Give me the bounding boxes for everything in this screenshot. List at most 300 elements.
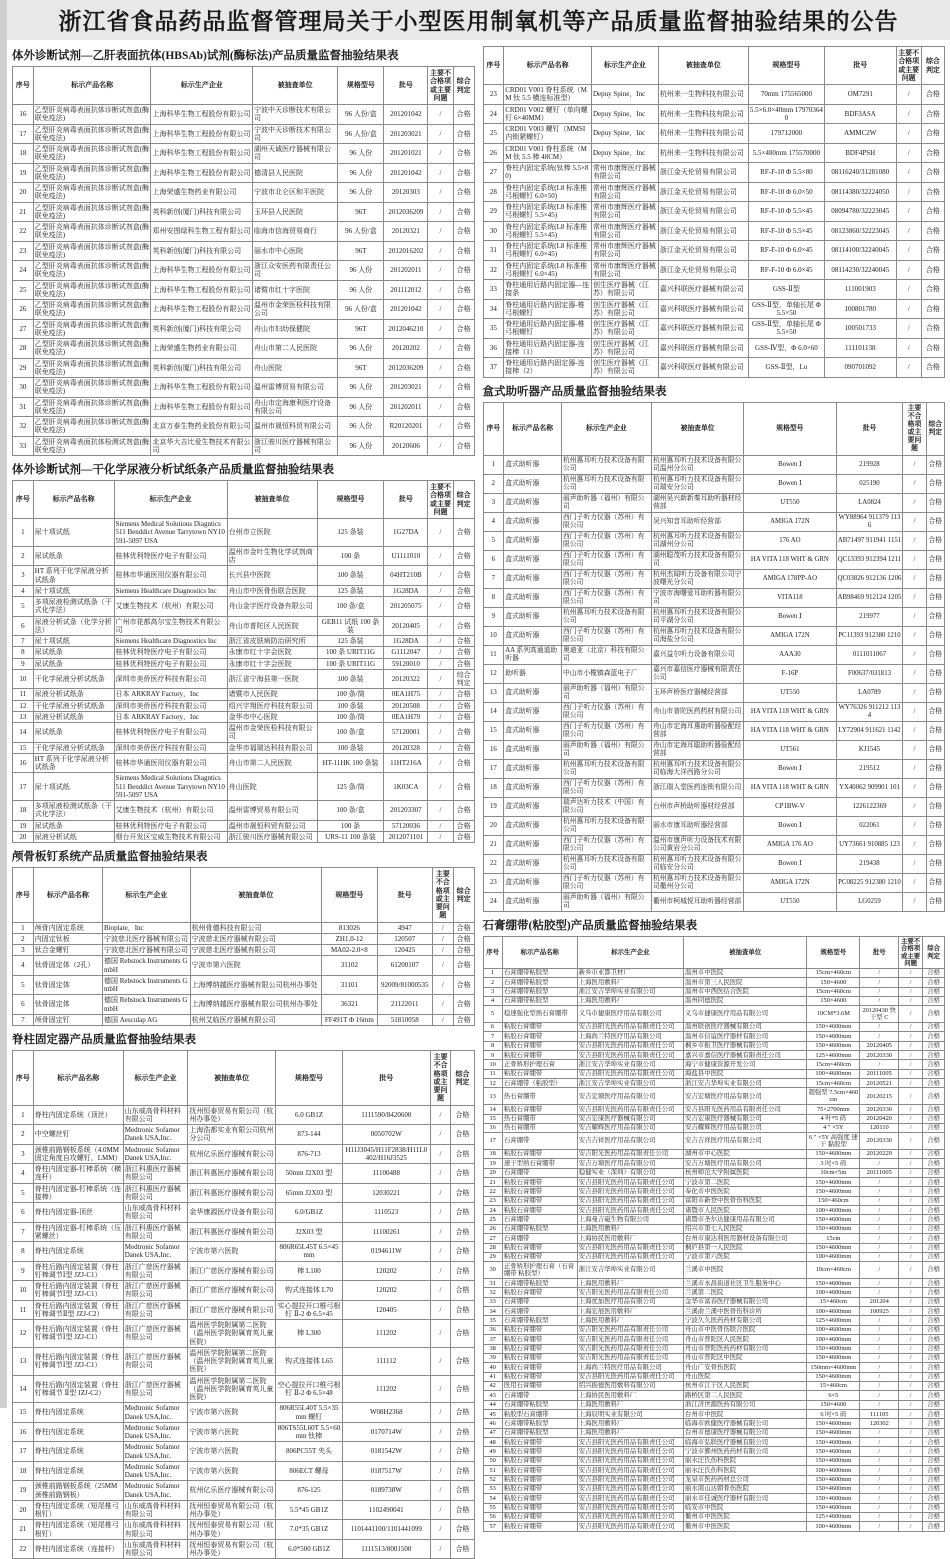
table-cell: 1111590/8420600 [342,1105,430,1125]
table-cell: 27 [483,163,504,183]
table-cell: / [428,831,453,842]
table-row [13,566,475,586]
table-cell: 1110523 [342,1203,430,1223]
table-row [13,1481,475,1501]
table-cell: 干化学尿液分析试纸条 [33,669,114,689]
table-cell: 19 [483,1159,502,1168]
table-cell: 粘胶石膏绷带 [502,1022,577,1031]
table-cell: 45 [483,1410,502,1419]
table-cell: 浙江金天伦贸易有限公司 [658,202,748,222]
table-cell: 盒式助听器 [504,760,562,779]
table-cell: 100501733 [824,319,896,339]
table-cell: 上海医用敷料厂 [577,1428,683,1437]
table-cell: LA0789 [836,683,903,702]
column-header: 被抽查单位 [190,868,322,923]
table-cell: 合格 [921,338,944,358]
table-cell: 浙江广慈医疗器械有限公司 [188,1261,276,1281]
table-row [483,1391,945,1400]
table-cell: 上海医用敷料厂 [577,1419,683,1428]
table-cell: 安吉阳光医药用品有限责任公司 [577,1149,683,1158]
table-header-row [483,47,945,85]
table-cell: 盒式助听器 [504,550,562,569]
results-table-spine [12,1050,475,1559]
table-cell: / [896,221,921,241]
table-cell: Siemens Medical Solutions Diagntics 511 Benddict Avenue Tarrytown NY10591-5097 USA [114,519,227,547]
table-row [483,280,945,300]
table-cell: 合格 [453,183,474,203]
table-cell: 衢州市中医医院 [684,1522,807,1531]
table-cell: 浙江金天伦贸易有限公司 [658,260,748,280]
table-cell: 石膏绷带粘胶型 [502,1419,577,1428]
table-cell: 2 [13,1125,34,1145]
table-cell: 96 人份 [338,183,384,203]
table-cell: 台州市德康医疗器械有限公司 [684,1428,807,1437]
table-cell: 合格 [451,1520,474,1540]
table-row [483,338,945,358]
table-cell: / [432,956,453,976]
table-header-row [13,868,475,923]
column-header: 批号 [377,868,432,923]
table-cell: 14 [483,1105,502,1114]
table-cell: 上海协民医用敷料厂 [577,1391,683,1400]
table-row [483,893,945,912]
table-cell: 20120430 快干型 C [860,1006,899,1023]
table-cell: 安吉县阳光医药用品有限责任公司 [577,1252,683,1261]
table-cell: 20111005 [860,1168,899,1177]
table-row [483,531,945,550]
table-cell: / [899,1234,923,1243]
table-cell: 8 [483,588,504,607]
table-cell: 脊柱内固定器-钉棒系统（横连杆） [33,1164,123,1184]
table-cell: 舟山市第二人民医院 [227,753,317,773]
table-cell: 3 吋×5 码 [807,1159,860,1168]
table-cell: / [428,124,453,144]
table-cell: 合格 [926,569,945,588]
table-cell: 120110 [860,1123,899,1132]
table-cell: 100×4600mm [807,1206,860,1215]
table-cell: 111202 [342,1320,430,1348]
table-cell: / [860,1400,899,1409]
table-cell: 合格 [926,893,945,912]
table-cell: 上海辰明实业有限公司 [577,1410,683,1419]
table-cell: 3 [13,945,34,956]
table-cell: 金华市富春医疗器械有限公司 [684,1297,807,1306]
table-cell: / [903,645,926,664]
table-cell: 桂林优利特医疗电子有限公司 [114,546,227,566]
table-cell: 杭州惠耳听力技术设备有限公司 [561,607,651,626]
table-row [483,319,945,339]
table-cell: 脊柱内固定系统（短尾椎弓根钉） [33,1500,123,1520]
table-cell: 合格 [923,1123,945,1132]
table-cell: 合格 [451,1500,474,1520]
table-cell: 上海博纳越医疗器械有限公司杭州办事处 [190,995,322,1015]
table-cell: 33 [483,1297,502,1306]
table-cell: 合格 [451,1242,474,1262]
table-cell: / [860,1494,899,1503]
table-cell: / [903,817,926,836]
table-cell: / [432,1014,453,1025]
table-cell: / [428,801,453,821]
table-cell: 96T [338,241,384,261]
table-cell: 11100488 [342,1164,430,1184]
table-cell: 粘胶石膏绷带 [502,1288,577,1297]
table-row [483,1206,945,1215]
table-row [13,436,475,456]
table-cell: LG0259 [836,893,903,912]
table-cell: 舟山金宇医疗设备有限公司 [227,597,317,617]
table-cell: 安吉县阳光医药用品有限责任公司 [577,1051,683,1060]
table-cell: 舟山市中医骨伤联合医院 [227,585,317,596]
table-cell: 51 [483,1466,502,1475]
table-cell: 桂林市华通医用仪器有限公司 [114,753,227,773]
table-cell: 钛骨固定体 [33,975,102,995]
table-cell: 179712000 [748,124,824,144]
table-cell: / [899,1051,923,1060]
table-cell: 150×4600mm [807,1456,860,1465]
results-table-hearing [483,402,946,913]
table-cell: / [896,299,921,319]
table-cell: / [903,664,926,683]
table-cell: 诸暨市圣尔达健康用品有限公司 [684,1215,807,1224]
table-row [13,1014,475,1025]
table-cell: 空心提拉开口椎弓根钉 Ⅱ-2 Φ 6.5×48 [276,1375,343,1403]
column-header: 被抽查单位 [658,47,748,85]
table-cell: / [899,1215,923,1224]
table-cell: 2012016202 [384,241,428,261]
table-cell: 合格 [453,339,474,359]
table-row [13,1461,475,1481]
table-cell: 舟山医院 [684,1372,807,1381]
table-cell: 20120330 [860,1105,899,1114]
table-cell: UY73661 910885 123 [836,836,903,855]
table-cell: 兰溪市中医院 [684,1262,807,1279]
table-cell: 粘胶石膏绷带 [502,1512,577,1521]
table-cell: / [903,474,926,493]
table-cell: / [899,1400,923,1409]
table-cell: / [430,1105,451,1125]
table-cell: 合格 [451,1375,474,1403]
table-cell: 杭州惠耳听力技术设备有限公司 [561,817,651,836]
table-cell: 脊柱通用后路内固定器—连接条 [504,280,592,300]
table-cell: 浙江安吉华埠实业有限公司 [577,1079,683,1088]
table-row [483,1428,945,1437]
table-cell: 浙江瑞人堂医药连锁有限公司 [651,779,743,798]
table-cell: / [899,1512,923,1521]
section-title-spine: 脊柱固定器产品质量监督抽验结果表 [12,1034,196,1046]
table-cell: / [860,1159,899,1168]
table-cell: 31 [483,241,504,261]
table-cell: 43 [483,1391,502,1400]
table-cell: 脊柱通用后路内固定器-椎弓根螺钉 [504,319,592,339]
table-cell: 盒式助听器 [504,512,562,531]
table-row [483,1447,945,1456]
table-cell: / [899,1503,923,1512]
table-row [13,417,475,437]
table-cell: 10 [13,669,34,689]
table-cell: 安吉县阳光医药用品有限责任公司 [577,1187,683,1196]
table-cell: 深圳市美侨医疗科技有限公司 [114,669,227,689]
table-cell: 26 [483,143,504,163]
table-row [483,1224,945,1233]
table-cell: 常州市康辉医疗器械有限公司 [591,182,658,202]
table-cell: 德国 Rebstock Instruments GmbH [102,995,190,1015]
column-header: 综合判定 [453,67,474,105]
table-cell: / [896,338,921,358]
table-cell: / [899,1466,923,1475]
table-row [483,683,945,702]
table-cell: 201201042 [384,300,428,320]
table-cell: 盒式助听器 [504,569,562,588]
table-cell: 54 [483,1494,502,1503]
table-cell: / [899,1262,923,1279]
table-cell: 合格 [921,241,944,261]
table-row [483,550,945,569]
table-cell: 100×4600mm [807,1335,860,1344]
table-cell: 石膏绷带粘胶型 [502,1224,577,1233]
table-cell: 合格 [451,1203,474,1223]
table-cell: 合格 [923,1022,945,1031]
table-cell: / [428,773,453,801]
table-cell: 合格 [453,378,474,398]
table-cell: 100 条/盒 [317,597,384,617]
table-cell: / [899,1114,923,1123]
table-cell: 35 [483,319,504,339]
table-cell: 201202011 [384,261,428,281]
table-cell: AMIGA 172N [744,626,836,645]
column-header: 序号 [13,67,34,105]
table-row [13,1375,475,1403]
table-cell: / [903,722,926,741]
table-cell: 31102 [322,956,377,976]
table-row [483,1022,945,1031]
table-cell: 合格 [923,1032,945,1041]
table-cell: / [860,1344,899,1353]
table-cell: 钩式连接体 L70 [276,1281,343,1301]
table-cell: 合格 [923,1206,945,1215]
table-cell: 丽声助听器（福州）有限公司 [561,683,651,702]
table-cell: 20120330 [860,1051,899,1060]
table-cell: / [899,1279,923,1288]
table-cell: / [860,1279,899,1288]
table-cell: 乙型肝炎病毒表面抗体检测试剂盒(酶联免疫法) [34,437,150,454]
table-cell: 乙型肝炎病毒表面抗体诊断试剂盒(酶联免疫法) [34,223,150,240]
table-cell: 合格 [923,1438,945,1447]
table-cell: 粘胶石膏绷带 [502,1363,577,1372]
table-row [483,512,945,531]
table-cell: / [860,1234,899,1243]
table-cell: 150×4600mm [807,1041,860,1050]
table-cell: 100 条/盒 [317,723,384,743]
table-cell: 粘胶石膏绷带 [502,1178,577,1187]
table-cell: 5 [483,1006,502,1023]
table-cell: 合格 [453,636,474,647]
table-cell: 150×4600mm [807,1149,860,1158]
table-cell: Siemens Medical Solutions Diagntics 511 Benddict Avenue Tarrytown NY10591-5097 USA [114,773,227,801]
table-cell: 粘胶石膏绷带 [502,1522,577,1531]
table-cell: 盒式助听器 [504,874,562,893]
column-header: 主要不合格项或主要问题 [896,47,921,85]
table-cell: 合格 [923,968,945,977]
table-cell: 合格 [923,978,945,987]
table-row [483,855,945,874]
table-cell: 11 [13,689,34,700]
table-cell: 合格 [453,397,474,417]
table-cell: 安吉县阳光医药用品有限责任公司 [577,1243,683,1252]
table-cell: 上海科华生物工程股份有限公司 [151,280,253,300]
table-cell: UT550 [744,683,836,702]
table-cell: 201201042 [384,163,428,183]
table-cell: 100×4600mm [807,1069,860,1078]
table-cell: 150×4600mm [807,1224,860,1233]
table-cell: 上海优加医疗用品有限公司 [577,1297,683,1306]
table-row [483,1494,945,1503]
table-cell: / [899,1178,923,1187]
table-cell: 20120328 [384,742,428,753]
table-cell: 兰溪市永昌街道社区卫生服务中心 [684,1279,807,1288]
table-cell: BDF4PSH [824,143,896,163]
table-cell: 125 条/筒 [317,773,384,801]
table-cell: 5.5×6.0×40mm 179703640 [749,105,823,122]
table-cell: 乙型肝炎病毒表面抗体诊断试剂盒(酶联免疫法) [34,242,150,259]
table-cell: 100 条装 [317,742,384,753]
table-cell: 新乡市亚都卫材厂 [577,968,683,977]
column-header: 标示产品名称 [502,937,577,968]
table-cell: 盒式助听器 [504,474,562,493]
table-cell: 合格 [451,1320,474,1348]
table-cell: / [899,1494,923,1503]
table-cell: 合格 [453,945,474,956]
table-cell: 21122011 [377,995,432,1015]
table-cell: 北京万泰生物药业股份有限公司 [151,417,253,437]
table-row [483,1344,945,1353]
table-row [13,1125,475,1145]
table-cell: 脊柱内固定系统 [33,1403,123,1423]
table-cell: 杭州亿乐医疗器械有限公司 [188,1481,276,1501]
table-row [483,836,945,855]
table-cell: 浙江金天伦贸易有限公司 [658,163,748,183]
table-cell: 山东威高骨科材料有限公司 [123,1500,188,1520]
table-row [13,975,475,995]
table-cell: 杭州惠耳听力技术设备有限公司临海大洋西路分公司 [651,760,743,779]
table-cell: 浙江骏川医疗器械有限公司 [252,436,337,456]
table-cell: / [899,1079,923,1088]
column-header: 批号 [384,481,428,519]
table-cell: 8 [13,647,34,658]
table-cell: 诸暨市人民医院 [684,1206,807,1215]
table-cell: 17 [483,760,504,779]
table-cell: 合格 [926,474,945,493]
table-cell: 尿十项试纸 [33,585,114,596]
table-cell: 100 条/筒 [317,689,384,700]
table-cell: 23 [13,241,34,261]
table-cell: / [428,753,453,773]
table-cell: / [903,741,926,760]
table-cell: VITA118 [744,588,836,607]
table-cell: 粘胶石膏绷带 [502,1475,577,1484]
table-cell: 20120508 [384,700,428,711]
table-cell: 0181542W [342,1442,430,1462]
table-cell: 盒式助听器 [504,626,562,645]
table-cell: 合格 [926,836,945,855]
table-cell: 舟山市妇幼保健院 [252,319,337,339]
table-cell: 32 [483,1288,502,1297]
table-cell: / [428,300,453,320]
table-cell: Bowen Ⅰ [744,607,836,626]
table-cell: 150mm×4600mm [807,1363,860,1372]
table-cell: / [430,1203,451,1223]
table-row [13,1183,475,1203]
table-cell: 合格 [451,1164,474,1184]
table-cell: 石膏绷带 [502,1215,577,1224]
table-cell: 合格 [453,319,474,339]
table-cell: 150×4600mm [807,1178,860,1187]
table-cell: 025190 [836,474,903,493]
table-cell: / [860,1022,899,1031]
table-cell: 合格 [453,546,474,566]
table-row [13,585,475,596]
table-cell: 宁波市第六医院 [188,1461,276,1481]
table-row [13,1144,475,1164]
table-cell: 合格 [451,1442,474,1462]
column-header: 被抽查单位 [227,481,317,519]
table-cell: GSS-Ⅱ型 [748,280,824,300]
table-cell: 乙型肝炎病毒表面抗体诊断试剂盒(酶联免疫法) [34,320,150,337]
table-cell: / [899,1168,923,1177]
table-cell: / [428,700,453,711]
table-cell: 温州医学院附属第二医院（温州医学院附属育英儿童医院） [188,1320,276,1348]
content-columns [0,40,950,1559]
table-cell: 40 [483,1363,502,1372]
table-cell: 英科新创(厦门)科技有限公司 [151,202,253,222]
table-cell: 杭州惠耳听力技术设备有限公司 [561,855,651,874]
table-row [483,626,945,645]
table-cell: 安吉县阳光医药用品有限责任公司 [577,1512,683,1521]
table-cell: 100×4600mm [807,1307,860,1316]
table-cell: 西门子听力仪器（苏州）有限公司 [561,836,651,855]
table-cell: 24 [483,104,504,124]
table-cell: 石膏绷带粘胶型 [502,1400,577,1409]
table-cell: 粘胶石膏绷带 [502,1372,577,1381]
table-cell: 合格 [926,664,945,683]
table-cell: / [899,1353,923,1362]
table-cell: 合格 [453,753,474,773]
table-cell: / [430,1242,451,1262]
table-cell: 安吉宏康医疗器械有限公司 [577,1114,683,1123]
table-cell: 合格 [923,1288,945,1297]
table-row [483,1114,945,1123]
table-cell: / [860,1178,899,1187]
table-cell: 杭州惠耳听力技术设备有限公司温州分公司 [651,455,743,474]
table-cell: 颈椎前路钢板系统（4.0MM 固定角度自攻螺钉，LMM） [34,1145,122,1162]
table-cell: 11HT216A [384,753,428,773]
table-cell: / [430,1500,451,1520]
table-cell: 宁波市第六医院 [188,1422,276,1442]
table-cell: 44 [483,1400,502,1409]
table-cell: 120302 [860,1419,899,1428]
column-header: 综合判定 [921,47,944,85]
table-cell: 96 人份 [338,436,384,456]
table-cell: 粘胶石膏绷带 [502,1484,577,1493]
table-cell: / [903,798,926,817]
table-cell: 合格 [453,820,474,831]
table-row [483,1307,945,1316]
table-cell: 合格 [923,1316,945,1325]
table-cell: 合格 [451,1105,474,1125]
table-cell: 浙江广慈医疗器械有限公司 [123,1347,188,1375]
table-cell: / [896,104,921,124]
table-cell: 75×2700mm [807,1105,860,1114]
table-cell: 德国 Rebstock Instruments GmbH [102,975,190,995]
